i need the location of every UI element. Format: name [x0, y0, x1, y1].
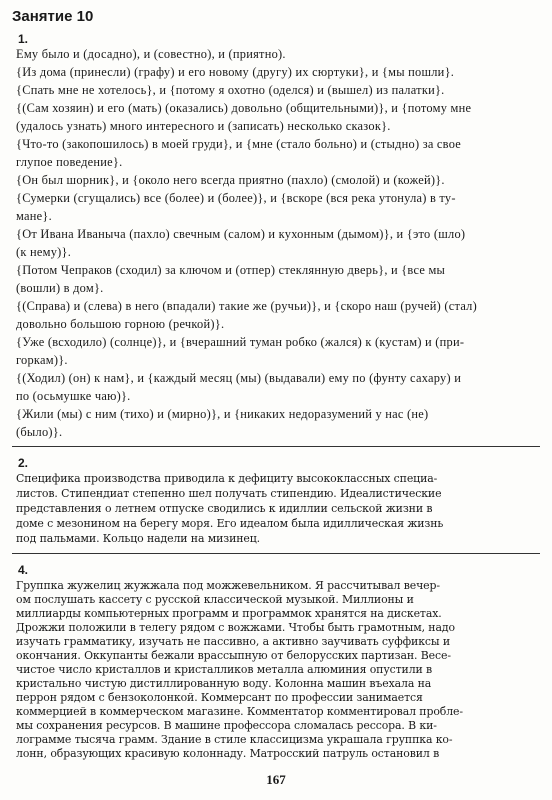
section-2-line: представления о летнем отпуске сводились к идиллии сельской жизни в — [16, 502, 433, 515]
section-1-line: {Уже (всходило) (солнце)}, и {вчерашний туман робко (жался) к (кустам) и (при- — [16, 335, 465, 349]
section-1-line: {Потом Чепраков (сходил) за ключом и (отпер) стеклянную дверь}, и {все мы — [16, 263, 446, 277]
section-1-line: по (осьмушке чаю)}. — [16, 389, 131, 403]
section-2-line: листов. Стипендиат степенно шел получать стипендию. Идеалистические — [16, 487, 442, 500]
section-4-line: перрон рядом с бензоколонкой. Коммерсант по профессии занимается — [16, 691, 423, 704]
section-4-line: Дрожжи положили в телегу рядом с вожжами. Чтобы быть грамотным, надо — [16, 621, 455, 634]
section-4-line: окончания. Оккупанты бежали врассыпную от белорусских партизан. Весе- — [16, 649, 451, 662]
section-1-line: {Спать мне не хотелось}, и {потому я охотно (оделся) и (вышел) из палатки}. — [16, 83, 445, 97]
section-1-line: {Что-то (закопошилось) в моей груди}, и {мне (стало больно) и (стыдно) за свое — [16, 137, 462, 151]
section-1-line: {(Ходил) (он) к нам}, и {каждый месяц (мы) (выдавали) ему по (фунту сахару) и — [16, 371, 462, 385]
section-1-line: (удалось узнать) много интересного и (записать) несколько сказок}. — [16, 119, 391, 133]
section-divider — [12, 553, 540, 554]
section-1-line: глупое поведение}. — [16, 155, 123, 169]
section-4-number: 4. — [18, 563, 29, 577]
section-divider — [12, 446, 540, 447]
section-1-line: довольно большою горною (речкой)}. — [16, 317, 225, 331]
section-1-line: {Он был шорник}, и {около него всегда приятно (пахло) (смолой) и (кожей)}. — [16, 173, 445, 187]
section-1-line: {Жили (мы) с ним (тихо) и (мирно)}, и {никаких недоразумений у нас (не) — [16, 407, 429, 421]
section-1-line: Ему было и (досадно), и (совестно), и (приятно). — [16, 47, 286, 61]
section-2-line: доме с мезонином на берегу моря. Его идеалом была идиллическая жизнь — [16, 517, 444, 530]
section-1-line: горкам)}. — [16, 353, 68, 367]
section-1-line: (к нему)}. — [16, 245, 72, 259]
section-1-line: (вошли) в дом}. — [16, 281, 104, 295]
section-4-line: мы сохранения ресурсов. В машине профессора сломалась рессора. В ки- — [16, 719, 437, 732]
section-4-line: чистое число кристаллов и кристалликов металла алюминия опустили в — [16, 663, 433, 676]
section-4-line: изучать грамматику, изучать не пассивно, а активно заучивать суффиксы и — [16, 635, 450, 648]
section-4-line: коммерцией в коммерческом магазине. Комментатор комментировал пробле- — [16, 705, 463, 718]
section-1-line: (было)}. — [16, 425, 63, 439]
lesson-title: Занятие 10 — [12, 8, 94, 25]
section-4-line: лограмме тысяча грамм. Здание в стиле классицизма украшала группка ко- — [16, 733, 453, 746]
section-1-number: 1. — [18, 32, 29, 46]
section-1-line: {От Ивана Иваныча (пахло) свечным (салом) и кухонным (дымом)}, и {это (шло) — [16, 227, 466, 241]
section-4-line: миллиарды компьютерных программ и программок хранятся на дискетах. — [16, 607, 442, 620]
section-4-line: Группка жужелиц жужжала под можжевельником. Я рассчитывал вечер- — [16, 579, 440, 592]
section-1-line: мане}. — [16, 209, 52, 223]
section-4-line: кристально чистую дистиллированную воду. Колонна машин въехала на — [16, 677, 432, 690]
section-1-line: {Из дома (принесли) (графу) и его новому (другу) их сюртуки}, и {мы пошли}. — [16, 65, 455, 79]
section-2-number: 2. — [18, 456, 29, 470]
section-4-line: ом послушать кассету с русской классической музыкой. Миллионы и — [16, 593, 414, 606]
section-1-line: {(Справа) и (слева) в него (впадали) такие же (ручьи)}, и {скоро наш (ручей) (стал) — [16, 299, 477, 313]
section-2-line: Специфика производства приводила к дефициту высококлассных специа- — [16, 472, 438, 485]
section-1-line: {(Сам хозяин) и его (мать) (оказались) довольно (общительными)}, и {потому мне — [16, 101, 472, 115]
page-number: 167 — [266, 772, 286, 787]
section-4-line: лонн, образующих красивую колоннаду. Матросский патруль остановил в — [16, 747, 440, 760]
section-1-line: {Сумерки (сгущались) все (более) и (более)}, и {вскоре (вся река утонула) в ту- — [16, 191, 456, 205]
section-2-line: под пальмами. Кольцо надели на мизинец. — [16, 532, 261, 545]
